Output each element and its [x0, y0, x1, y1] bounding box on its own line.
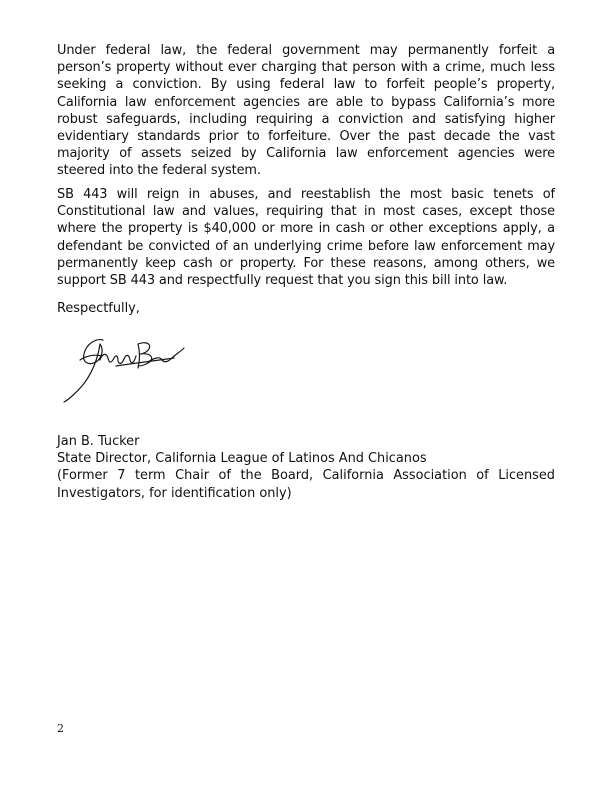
page-number: 2: [57, 722, 64, 735]
signatory-title: State Director, California League of Latinos And Chicanos: [57, 451, 427, 467]
closing-salutation: Respectfully,: [57, 301, 140, 316]
paragraph-federal-forfeiture: Under federal law, the federal government may permanently forfeit a person’s property without ever charging that person with a crime, much less seeking a conviction. By using federal law to forfeit people’s property, California law enforcement agencies are able to bypass California’s more robust safeguards, including requiring a conviction and satisfying higher evidentiary standards prior to forfeiture. Over the past decade the vast majority of assets seized by California law enforcement agencies were steered into the federal system.: [57, 43, 555, 179]
signature-block: [57, 433, 555, 502]
signature-icon: [56, 330, 196, 404]
signatory-name: Jan B. Tucker: [57, 434, 140, 449]
paragraph-sb443-support: SB 443 will reign in abuses, and reestablish the most basic tenets of Constitutional law and values, requiring that in most cases, except those where the property is $40,000 or more in cash or other exceptions apply, a defendant be convicted of an underlying crime before law enforcement may permanently keep cash or property. For these reasons, among others, we support SB 443 and respectfully request that you sign this bill into law.: [57, 187, 555, 289]
signatory-note: (Former 7 term Chair of the Board, California Association of Licensed Investigators, for identification only): [57, 468, 555, 501]
